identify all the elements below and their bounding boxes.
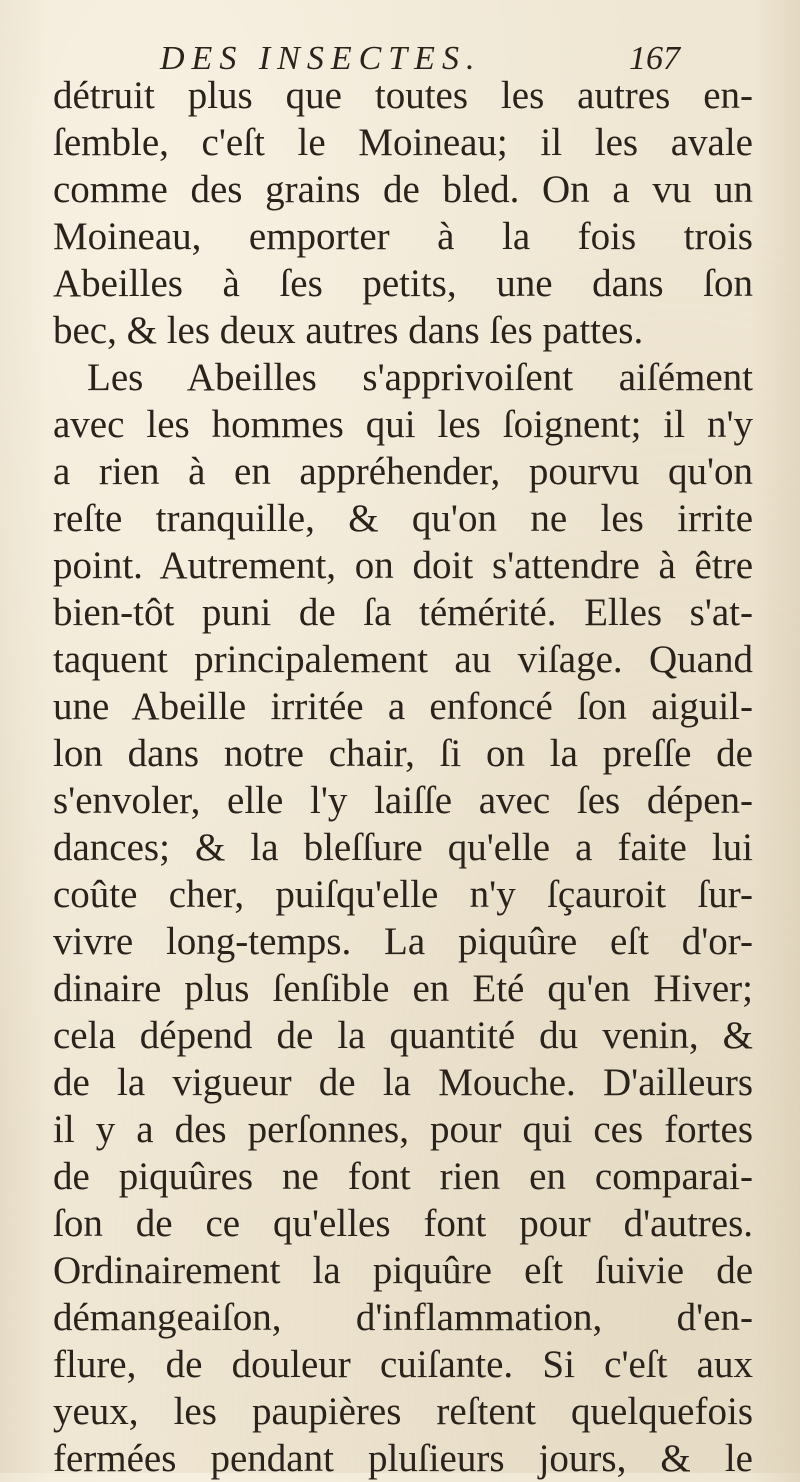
text-line: fermées pendant pluſieurs jours, & le [53,1437,753,1480]
text-line: a rien à en appréhender, pourvu qu'on [53,450,753,493]
text-line: Ordinairement la piquûre eſt ſuivie de [53,1249,753,1292]
text-line: point. Autrement, on doit s'attendre à être [53,544,753,587]
text-line: avec les hommes qui les ſoignent; il n'y [53,403,753,446]
text-line: cela dépend de la quantité du venin, & [53,1014,753,1057]
text-line: ſemble, c'eſt le Moineau; il les avale [53,121,753,164]
text-line: bec, & les deux autres dans ſes pattes. [53,309,644,352]
text-line: reſte tranquille, & qu'on ne les irrite [53,497,753,540]
text-line: bien-tôt puni de ſa témérité. Elles s'at- [53,591,753,634]
running-title: DES INSECTES. [160,40,482,77]
text-line: lon dans notre chair, ſi on la preſſe de [53,732,753,775]
text-line: Moineau, emporter à la fois trois [53,215,753,258]
text-line: de la vigueur de la Mouche. D'ailleurs [53,1061,753,1104]
text-line: ſon de ce qu'elles font pour d'autres. [53,1202,753,1245]
page-number: 167 [629,40,680,77]
text-line: démangeaiſon, d'inflammation, d'en- [53,1296,753,1339]
text-line: flure, de douleur cuiſante. Si c'eſt aux [53,1343,753,1386]
body-text [53,72,753,1482]
text-line: Abeilles à ſes petits, une dans ſon [53,262,753,305]
text-line: il y a des perſonnes, pour qui ces fortes [53,1108,753,1151]
text-line: coûte cher, puiſqu'elle n'y ſçauroit ſur- [53,873,753,916]
paragraph-start-line: Les Abeilles s'apprivoiſent aiſément [87,356,753,399]
text-line: dinaire plus ſenſible en Eté qu'en Hiver; [53,967,753,1010]
text-line: comme des grains de bled. On a vu un [53,168,753,211]
text-line: dances; & la bleſſure qu'elle a faite lui [53,826,753,869]
text-line: une Abeille irritée a enfoncé ſon aiguil- [53,685,753,728]
text-line: s'envoler, elle l'y laiſſe avec ſes dépen- [53,779,753,822]
text-line: de piquûres ne font rien en comparai- [53,1155,753,1198]
text-line: yeux, les paupières reſtent quelquefois [53,1390,753,1433]
text-line: vivre long-temps. La piquûre eſt d'or- [53,920,753,963]
text-line: taquent principalement au viſage. Quand [53,638,753,681]
text-line: détruit plus que toutes les autres en- [53,74,753,117]
